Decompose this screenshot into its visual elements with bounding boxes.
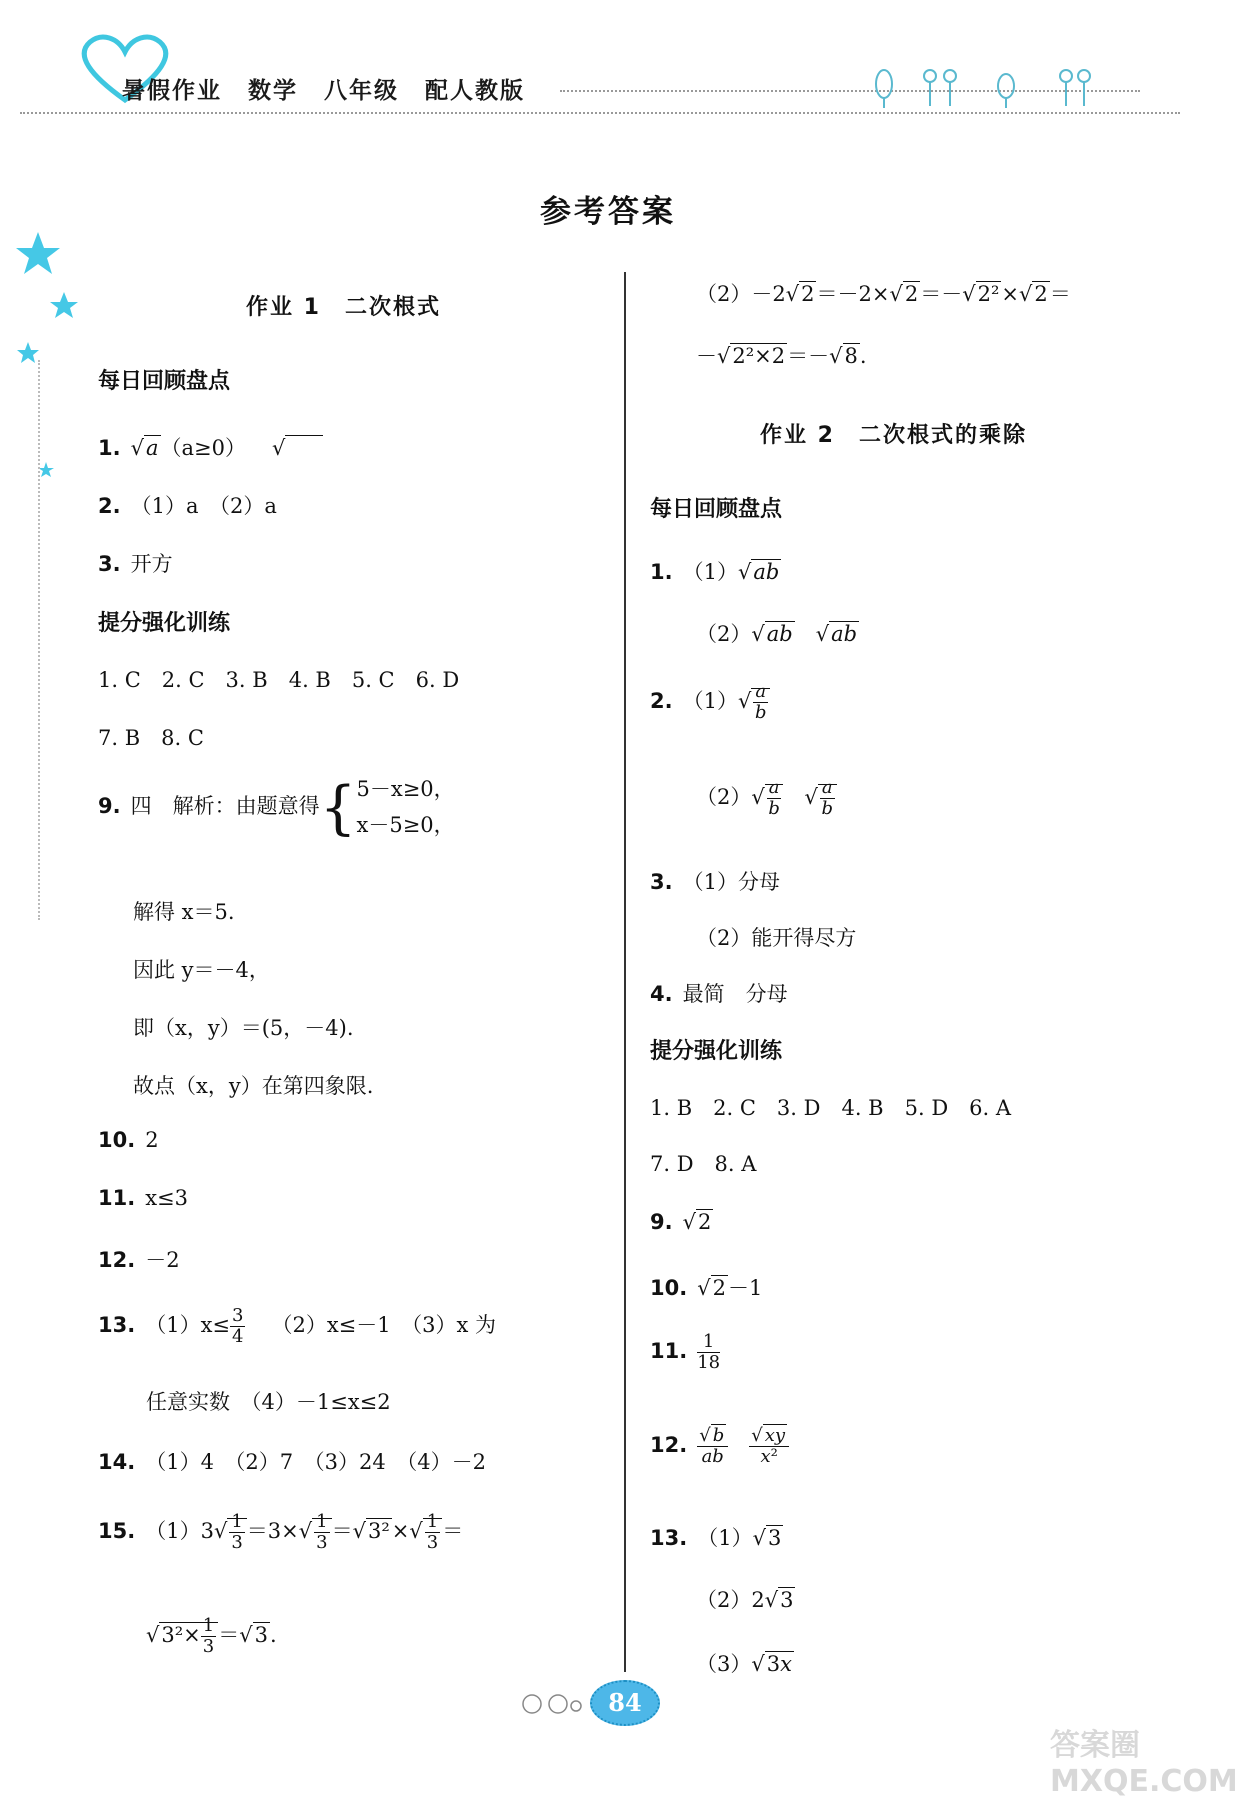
stars-decoration-icon [14,230,74,490]
header-rule-2 [20,112,1180,114]
left-q9-line4: 故点（x，y）在第四象限. [133,1074,374,1098]
right-q3b: （2）能开得尽方 [696,926,857,950]
right-q13a: 13. （1）√3 [650,1526,782,1550]
right-prev-q15-2: （2）－2√2＝－2×√2＝－√2²×√2＝ [696,282,1071,306]
left-q11: 11. x≤3 [98,1186,189,1210]
right-q2b: （2）√ $\frac{a}{b}$ √ $\frac{a}{b}$ [696,778,837,819]
header-subject: 数学 [248,78,298,104]
right-mc1: 1. B 2. C 3. D 4. B 5. D 6. A [650,1096,1012,1120]
left-q2: 2. （1）a （2）a [98,494,277,518]
right-review-heading: 每日回顾盘点 [650,497,783,522]
left-q15: 15. （1）3√ $\frac{1}{3}$ ＝3×√ $\frac{1}{3}$ ＝√3²×√ $\frac{1}{3}$ ＝ [98,1511,464,1553]
left-q3: 3. 开方 [98,552,173,576]
hw1-title: 作业 1 二次根式 [246,295,441,320]
right-prev-q15-2-cont: －√2²×2＝－√8. [696,344,867,368]
right-q10: 10. √2－1 [650,1276,763,1300]
left-q10: 10. 2 [98,1128,159,1152]
header-grade: 八年级 [324,78,399,104]
page-title: 参考答案 [540,194,676,230]
left-q14-text: （1）4 （2）7 （3）24 （4）－2 [145,1450,486,1474]
left-q9-head: 四 解析：由题意得 [130,794,320,819]
left-q11-text: x≤3 [145,1186,189,1210]
left-q1: 1. √a（a≥0） √ [98,432,323,462]
page-number: 84 [590,1680,660,1726]
footer-circles-icon [518,1692,584,1716]
header-book: 暑假作业 [122,78,222,104]
left-q15-cont: √3²× $\frac{1}{3}$ ＝√3. [146,1615,277,1657]
right-mc2: 7. D 8. A [650,1152,757,1176]
left-q10-text: 2 [145,1128,159,1152]
left-q13-b: （2）x≤－1 （3）x 为 [271,1312,497,1337]
flowers-decoration-icon [870,62,1100,112]
left-training-heading: 提分强化训练 [98,611,231,636]
left-review-heading: 每日回顾盘点 [98,369,231,394]
left-q9-line2: 因此 y＝－4， [133,958,270,982]
watermark-logo: 答案圈 MXQE.COM [1050,1728,1238,1799]
right-q11: 11. $\frac{1}{18}$ [650,1331,721,1373]
left-q9-sys2: x－5≥0， [356,812,455,837]
right-q13c: （3）√3x [696,1652,792,1676]
left-q14: 14. （1）4 （2）7 （3）24 （4）－2 [98,1450,486,1474]
left-q9-line1: 解得 x＝5. [133,900,235,924]
right-q2a: 2. （1）√ $\frac{a}{b}$ [650,682,770,723]
left-q12-text: －2 [145,1248,180,1272]
right-q1a: 1. （1）√ab [650,560,780,584]
right-q4: 4. 最简 分母 [650,982,788,1006]
header-edition: 配人教版 [425,78,525,104]
right-training-heading: 提分强化训练 [650,1039,783,1064]
right-q13b: （2）2√3 [696,1588,794,1612]
left-q13: 13. （1）x≤ $\frac{3}{4}$ （2）x≤－1 （3）x 为 [98,1305,497,1347]
running-header [122,72,551,105]
left-q9: 9. 四 解析：由题意得{5－x≥0， x－5≥0， [98,773,455,842]
right-q3a: 3. （1）分母 [650,870,780,894]
right-q9: 9. √2 [650,1210,712,1234]
left-q12: 12. －2 [98,1248,180,1272]
right-q3a-text: （1）分母 [682,870,780,894]
left-q3-text: 开方 [130,552,173,576]
column-divider [624,272,626,1672]
left-q13-a: （1）x≤ [145,1312,231,1337]
left-q2-text: （1）a （2）a [130,494,277,518]
left-q9-sys1: 5－x≥0， [356,777,455,801]
right-q1b: （2）√ab √ab [696,622,858,646]
left-mc2: 7. B 8. C [98,726,204,750]
left-q1-text: （a≥0） [160,436,246,460]
right-q12: 12. $\frac{√ b}{ab}$ $\frac{√ xy}{\text{x²}}$ [650,1426,789,1467]
left-q9-line3: 即（x，y）＝(5，－4). [133,1016,354,1040]
left-mc1: 1. C 2. C 3. B 4. B 5. C 6. D [98,668,460,692]
hw2-title: 作业 2 二次根式的乘除 [760,423,1027,448]
right-q4-text: 最简 分母 [682,982,788,1006]
left-q13-c: 任意实数 （4）－1≤x≤2 [146,1390,391,1414]
margin-rule [38,360,40,920]
